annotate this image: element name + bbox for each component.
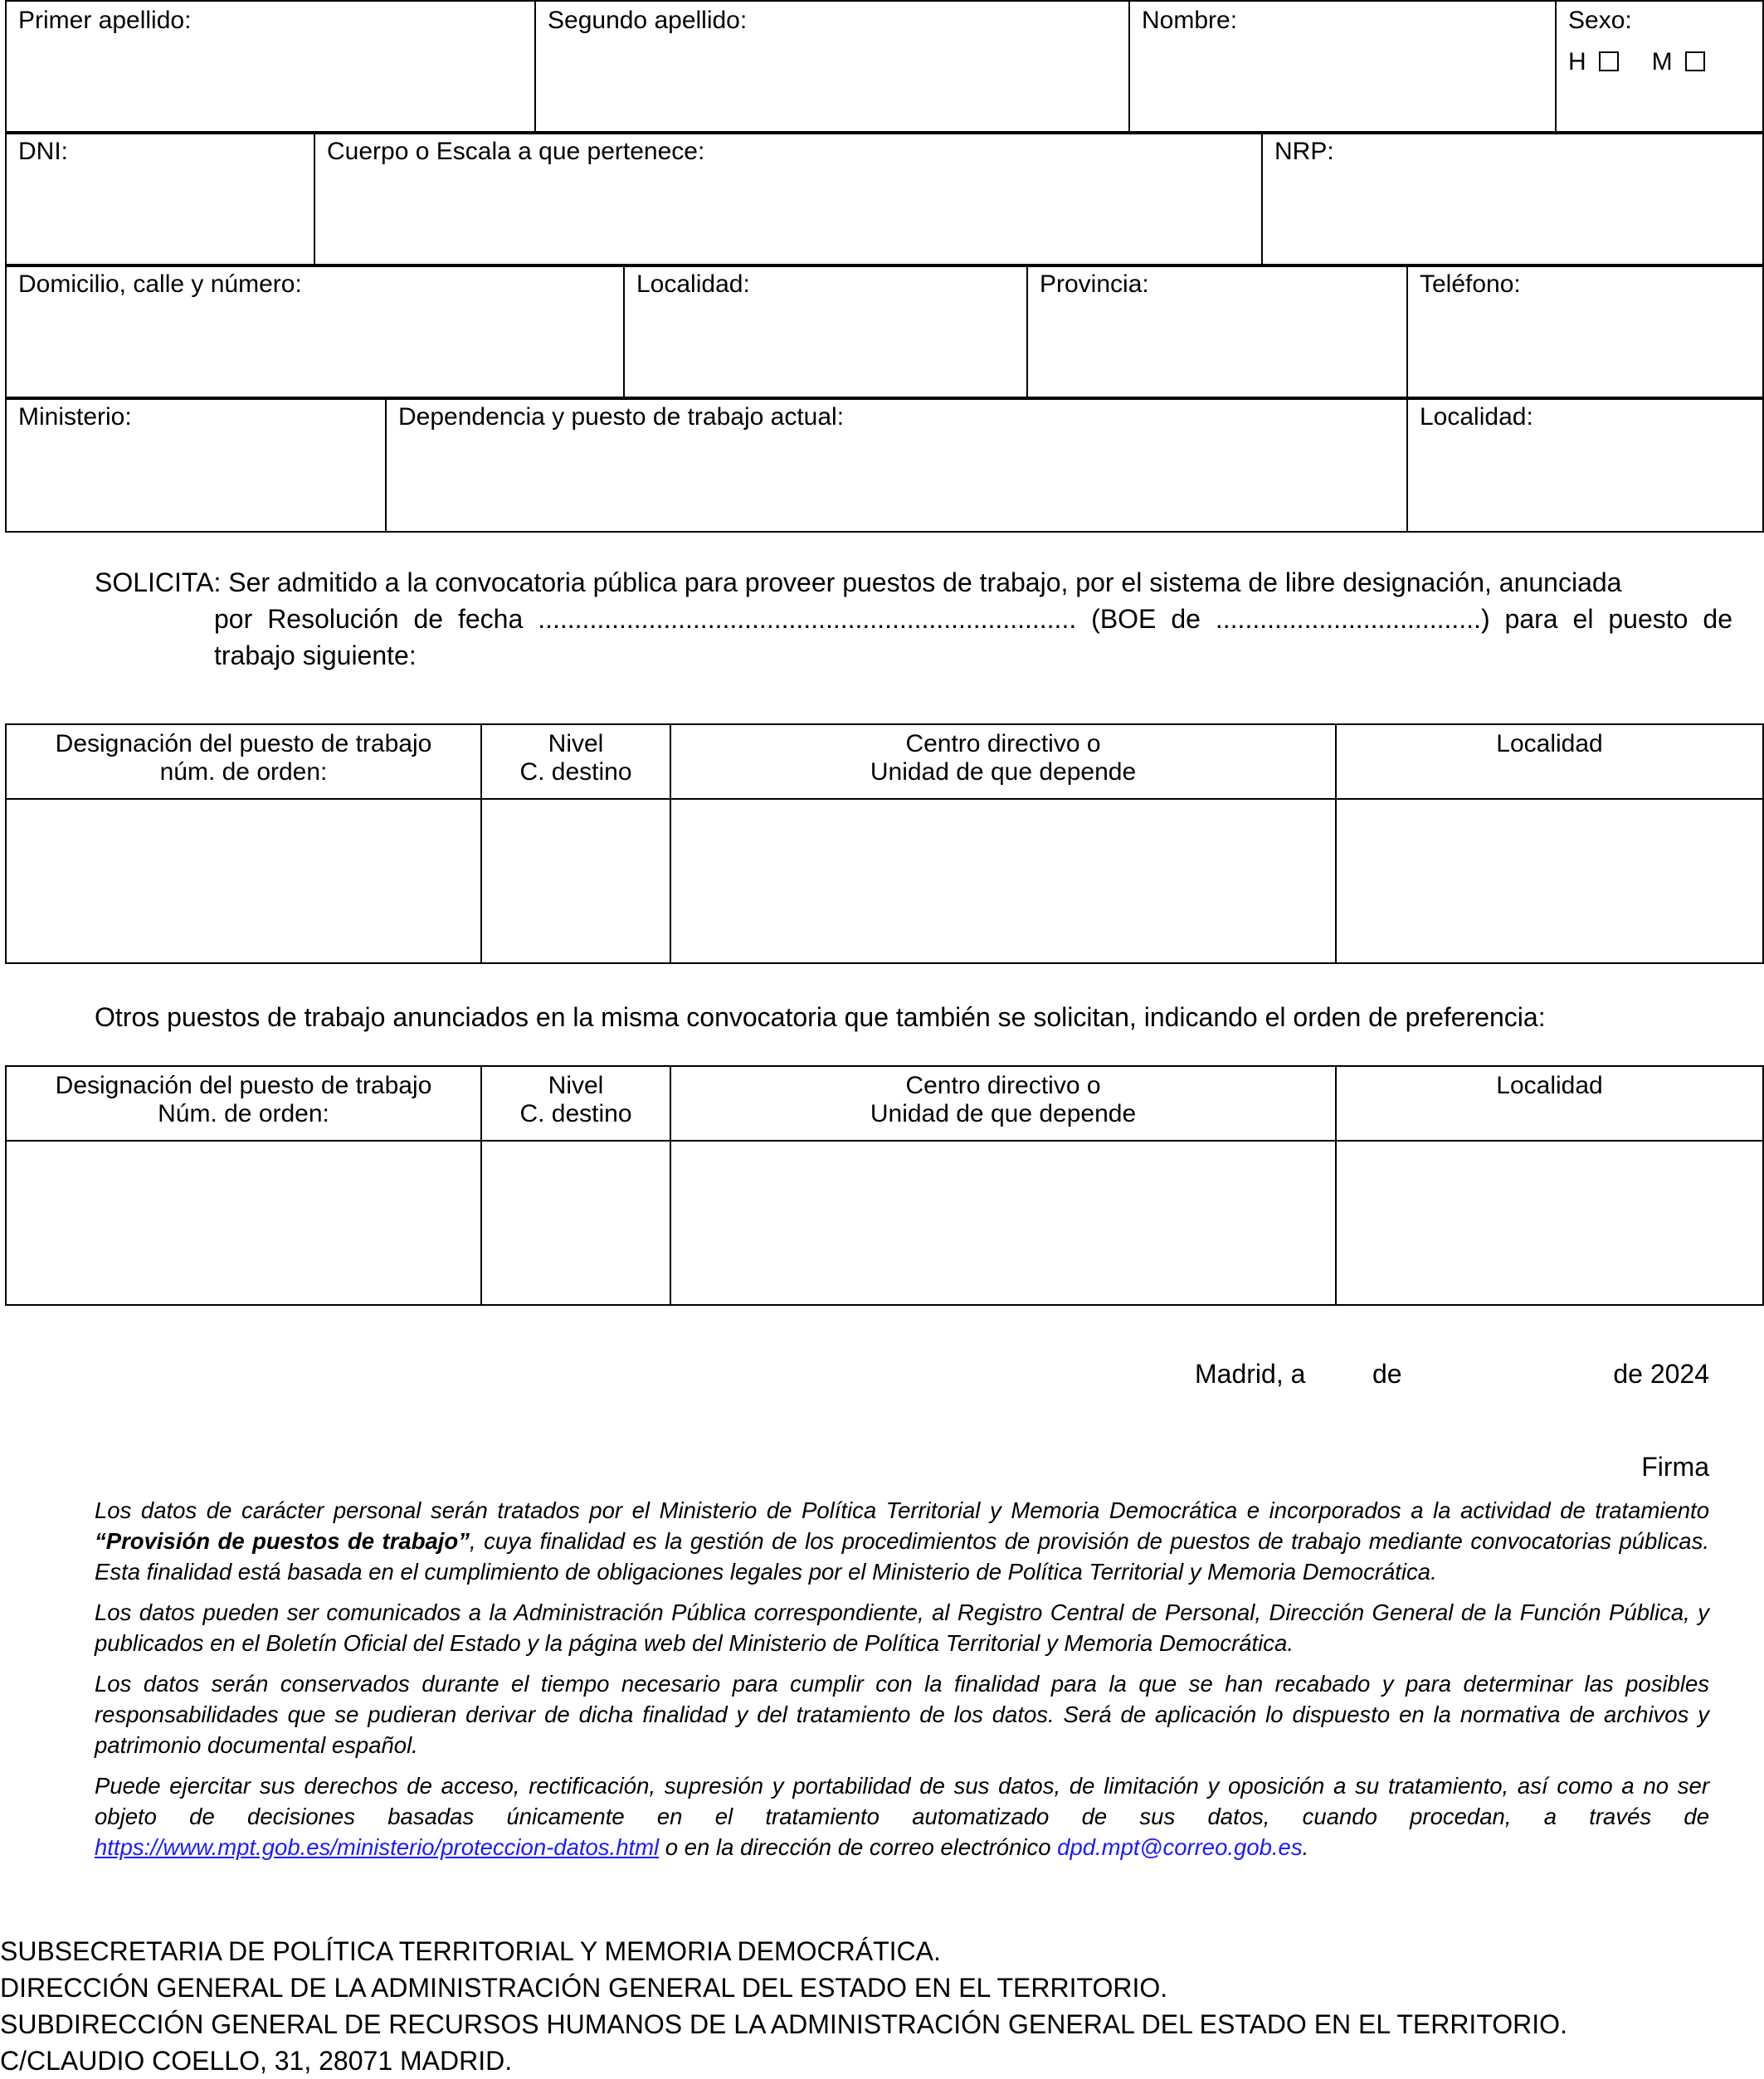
table2-cell-designacion[interactable] [6, 1141, 481, 1305]
nombre-label: Nombre: [1142, 7, 1238, 34]
table2-header-nivel [481, 1066, 670, 1141]
dni-label: DNI: [18, 138, 68, 165]
cuerpo-label: Cuerpo o Escala a que pertenece: [327, 138, 705, 165]
sexo-m-checkbox[interactable] [1685, 51, 1705, 71]
sexo-label: Sexo: [1568, 7, 1632, 34]
table1-header-designacion-line2: núm. de orden: [159, 758, 328, 786]
nombre-field[interactable] [1129, 1, 1556, 134]
table2-header-designacion [6, 1066, 481, 1141]
personal-data-row-1 [5, 0, 1764, 134]
legal-notice [95, 1495, 1709, 1872]
footer-address [0, 1933, 1567, 2079]
proteccion-datos-link[interactable]: https://www.mpt.gob.es/ministerio/proteccion-datos.html [95, 1834, 660, 1860]
telefono-label: Teléfono: [1420, 270, 1521, 298]
table1-header-localidad-line1: Localidad [1496, 730, 1603, 757]
domicilio-field[interactable] [6, 265, 624, 399]
legal-paragraph-2: Los datos pueden ser comunicados a la Administración Pública correspondiente, al Registro Central de Personal, Dirección General de la Función Pública, y publicados en el Boletín Oficial del Estado y la página web del Ministerio de Política Territorial y Memoria Democrática. [95, 1599, 1709, 1656]
footer-line-3: SUBDIRECCIÓN GENERAL DE RECURSOS HUMANOS DE LA ADMINISTRACIÓN GENERAL DEL ESTADO EN EL TERRITORIO. [0, 2009, 1567, 2039]
table2-header-designacion-line1: Designación del puesto de trabajo [55, 1072, 432, 1099]
sexo-options [1568, 48, 1751, 76]
provincia-label: Provincia: [1040, 270, 1149, 298]
legal-p1-text-end: , cuya finalidad es la gestión de los procedimientos de provisión de puestos de trabajo mediante convocatorias públicas. Esta finalidad está basada en el cumplimiento de obligaciones legales por el Ministerio de Política Territorial y Memoria Democrática. [95, 1528, 1709, 1585]
otros-puestos-text: Otros puestos de trabajo anunciados en la misma convocatoria que también se solicitan, indicando el orden de preferencia: [95, 1002, 1546, 1032]
dni-field[interactable] [6, 132, 314, 266]
table1-header-nivel [481, 724, 670, 799]
primer-apellido-field[interactable] [6, 1, 535, 134]
legal-paragraph-4 [95, 1770, 1709, 1862]
footer-line-1: SUBSECRETARIA DE POLÍTICA TERRITORIAL Y MEMORIA DEMOCRÁTICA. [0, 1936, 941, 1966]
provincia-field[interactable] [1027, 265, 1407, 399]
footer-line-2: DIRECCIÓN GENERAL DE LA ADMINISTRACIÓN GENERAL DEL ESTADO EN EL TERRITORIO. [0, 1973, 1168, 2003]
table1-header-designacion [6, 724, 481, 799]
personal-data-row-2 [5, 131, 1764, 267]
primer-apellido-label: Primer apellido: [18, 7, 192, 34]
cuerpo-field[interactable] [314, 132, 1262, 266]
fecha-de-mes: de [1372, 1359, 1402, 1389]
legal-p1-text: Los datos de carácter personal serán tratados por el Ministerio de Política Territorial y Memoria Democrática e incorporados a la actividad de tratamiento [95, 1497, 1709, 1523]
legal-paragraph-1 [95, 1495, 1709, 1587]
fecha-de-anio: de 2024 [1613, 1359, 1709, 1389]
dpd-email-link[interactable]: dpd.mpt@correo.gob.es [1057, 1834, 1303, 1860]
sexo-h-checkbox[interactable] [1599, 51, 1619, 71]
domicilio-label: Domicilio, calle y número: [18, 270, 302, 298]
ministerio-label: Ministerio: [18, 403, 132, 431]
table1-cell-localidad[interactable] [1336, 799, 1763, 963]
nrp-label: NRP: [1274, 138, 1334, 165]
localidad-actual-field[interactable] [1407, 397, 1763, 532]
table1-header-nivel-line1: Nivel [548, 730, 604, 757]
footer-line-4: C/CLAUDIO COELLO, 31, 28071 MADRID. [0, 2046, 513, 2076]
legal-p4-text: Puede ejercitar sus derechos de acceso, rectificación, supresión y portabilidad de sus datos, de limitación y oposición a su tratamiento, así como a no ser objeto de decisiones basadas únicamente en el tratamiento automatizado de sus datos, cuando procedan, a través de [95, 1773, 1709, 1829]
table1-header-centro-line1: Centro directivo o [905, 730, 1101, 757]
ministerio-field[interactable] [6, 397, 386, 532]
table1-cell-designacion[interactable] [6, 799, 481, 963]
table1-header-localidad [1336, 724, 1763, 799]
table1-header-designacion-line1: Designación del puesto de trabajo [55, 730, 432, 757]
dependencia-label: Dependencia y puesto de trabajo actual: [398, 403, 845, 431]
table2-cell-centro[interactable] [670, 1141, 1336, 1305]
legal-paragraph-3: Los datos serán conservados durante el tiempo necesario para cumplir con la finalidad para la que se han recabado y para determinar las posibles responsabilidades que se pudieran derivar de dicha finalidad y del tratamiento de los datos. Será de aplicación lo dispuesto en la normativa de archivos y patrimonio documental español. [95, 1671, 1709, 1758]
personal-data-row-4 [5, 397, 1764, 533]
personal-data-row-3 [5, 264, 1764, 400]
legal-p4-text-end: . [1302, 1834, 1309, 1860]
solicita-rest: por Resolución de fecha ......................................................................... (BOE de ....................................) para el puesto de trabajo siguiente: [214, 604, 1732, 670]
sexo-m-label: M [1651, 48, 1674, 75]
legal-p1-bold: “Provisión de puestos de trabajo” [95, 1528, 470, 1554]
solicita-first-line: SOLICITA: Ser admitido a la convocatoria pública para proveer puestos de trabajo, por el sistema de libre designación, anunciada [95, 567, 1622, 597]
nrp-field[interactable] [1262, 132, 1763, 266]
table1-header-nivel-line2: C. destino [519, 758, 632, 786]
table2-header-designacion-line2: Núm. de orden: [158, 1100, 329, 1127]
dependencia-field[interactable] [386, 397, 1407, 532]
table2-header-centro-line1: Centro directivo o [905, 1072, 1101, 1099]
table1-header-centro-line2: Unidad de que depende [870, 758, 1137, 786]
sexo-h-label: H [1568, 48, 1587, 75]
segundo-apellido-field[interactable] [535, 1, 1129, 134]
table2-cell-nivel[interactable] [481, 1141, 670, 1305]
firma-label: Firma [1641, 1452, 1709, 1482]
table1-cell-centro[interactable] [670, 799, 1336, 963]
solicita-paragraph [95, 564, 1732, 674]
table1-header-centro [670, 724, 1336, 799]
table2-header-centro-line2: Unidad de que depende [870, 1100, 1137, 1127]
telefono-field[interactable] [1407, 265, 1763, 399]
legal-p4-text-mid: o en la dirección de correo electrónico [659, 1834, 1058, 1860]
otros-puestos-table [5, 1065, 1764, 1306]
segundo-apellido-label: Segundo apellido: [548, 7, 748, 34]
localidad-field[interactable] [624, 265, 1027, 399]
table1-cell-nivel[interactable] [481, 799, 670, 963]
puesto-solicitado-table [5, 723, 1764, 964]
localidad-actual-label: Localidad: [1420, 403, 1533, 431]
table2-cell-localidad[interactable] [1336, 1141, 1763, 1305]
sexo-field [1556, 1, 1763, 134]
table2-header-centro [670, 1066, 1336, 1141]
table2-header-localidad [1336, 1066, 1763, 1141]
table2-header-nivel-line1: Nivel [548, 1072, 604, 1099]
fecha-madrid: Madrid, a [1195, 1359, 1306, 1389]
table2-header-localidad-line1: Localidad [1496, 1072, 1603, 1099]
table2-header-nivel-line2: C. destino [519, 1100, 632, 1127]
localidad-label: Localidad: [636, 270, 750, 298]
